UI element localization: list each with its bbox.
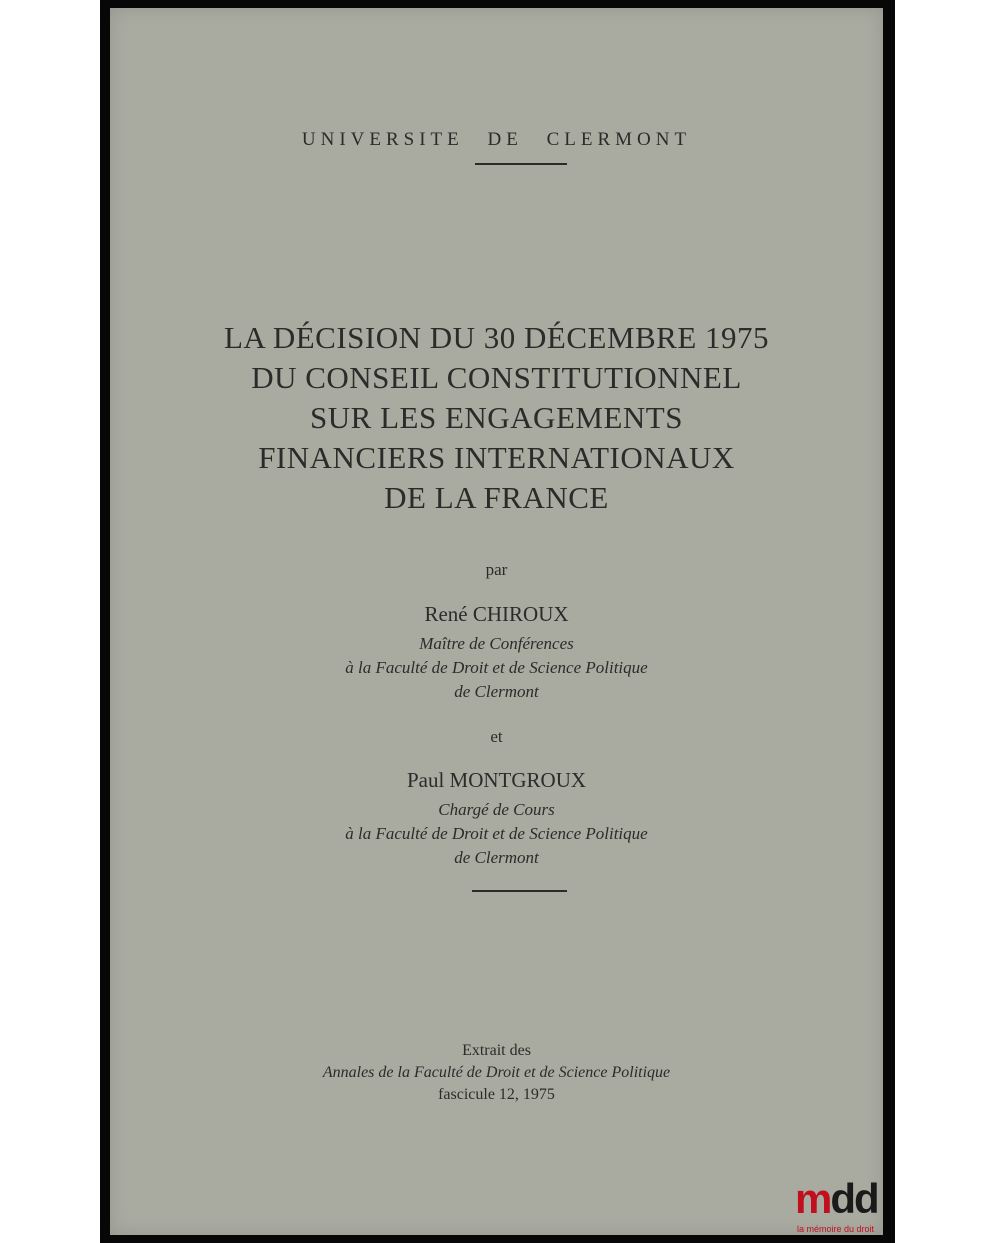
publication-info <box>110 1040 883 1106</box>
university-name: UNIVERSITE DE CLERMONT <box>301 129 692 150</box>
affiliation-line: Maître de Conférences <box>419 634 574 653</box>
logo-dd: dd <box>830 1175 878 1222</box>
author-affiliation <box>110 798 883 870</box>
affiliation-line: à la Faculté de Droit et de Science Politique <box>345 658 648 677</box>
book-title <box>110 318 883 518</box>
affiliation-line: à la Faculté de Droit et de Science Politique <box>345 824 648 843</box>
issue-number: fascicule 12, 1975 <box>438 1086 555 1103</box>
and-label: et <box>490 727 503 746</box>
logo-m: m <box>795 1175 831 1222</box>
title-line: LA DÉCISION DU 30 DÉCEMBRE 1975 <box>223 320 770 355</box>
divider-bottom <box>472 890 567 892</box>
journal-name: Annales de la Faculté de Droit et de Science Politique <box>322 1064 671 1081</box>
title-line: DE LA FRANCE <box>384 480 609 515</box>
title-line: SUR LES ENGAGEMENTS <box>310 400 683 435</box>
by-label: par <box>485 560 508 579</box>
extract-label: Extrait des <box>462 1042 531 1059</box>
affiliation-line: de Clermont <box>454 682 539 701</box>
affiliation-line: de Clermont <box>454 848 539 867</box>
title-line: DU CONSEIL CONSTITUTIONNEL <box>251 360 742 395</box>
mdd-logo <box>795 1176 895 1238</box>
author-affiliation <box>110 632 883 704</box>
logo-tagline: la mémoire du droit <box>797 1224 875 1234</box>
title-line: FINANCIERS INTERNATIONAUX <box>258 440 735 475</box>
affiliation-line: Chargé de Cours <box>438 800 555 819</box>
author-name: René CHIROUX <box>424 602 569 626</box>
author-name: Paul MONTGROUX <box>406 768 587 792</box>
divider-top <box>475 163 567 165</box>
book-cover <box>110 8 883 1235</box>
